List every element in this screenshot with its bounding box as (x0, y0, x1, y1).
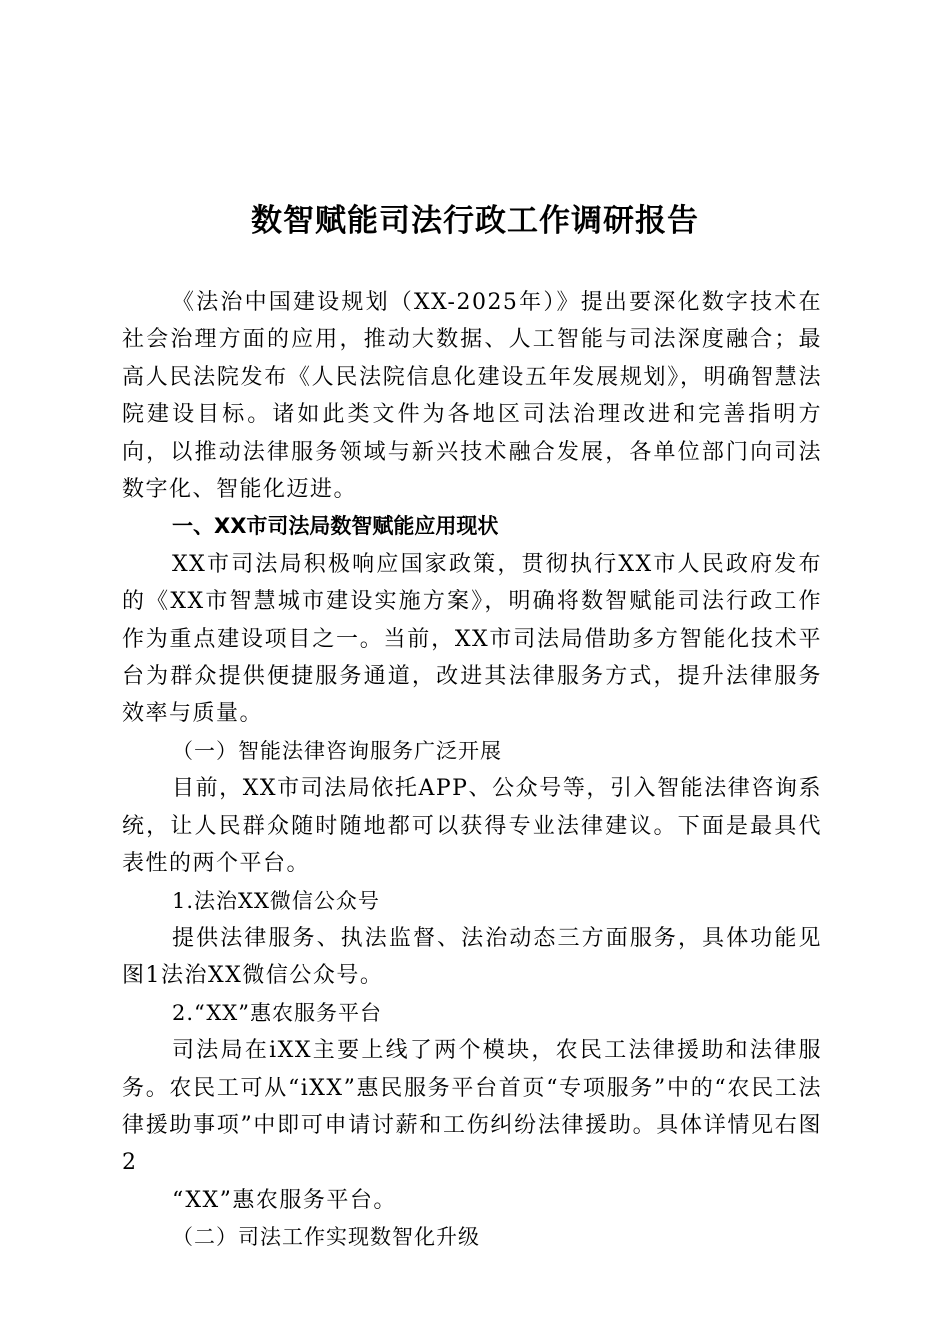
document-body (122, 284, 822, 1257)
subsection-1-paragraph: 目前，XX市司法局依托APP、公众号等，引入智能法律咨询系统，让人民群众随时随地都可以获得专业法律建议。下面是最具代表性的两个平台。 (122, 776, 822, 877)
subsection-heading-2: （二）司法工作实现数智化升级 (172, 1225, 480, 1250)
document-title: 数智赋能司法行政工作调研报告 (251, 203, 699, 239)
item-1-paragraph: 提供法律服务、执法监督、法治动态三方面服务，具体功能见图1法治XX微信公众号。 (122, 925, 822, 989)
item-heading-1: 1.法治XX微信公众号 (172, 888, 380, 913)
item-2-caption: “XX”惠农服务平台。 (172, 1187, 397, 1213)
item-heading-2: 2.“XX”惠农服务平台 (172, 1000, 382, 1025)
intro-paragraph: 《法治中国建设规划（XX-2025年）》提出要深化数字技术在社会治理方面的应用，推动大数据、人工智能与司法深度融合；最高人民法院发布《人民法院信息化建设五年发展规划》，明确智慧法院建设目标。诸如此类文件为各地区司法治理改进和完善指明方向，以推动法律服务领域与新兴技术融合发展，各单位部门向司法数字化、智能化迈进。 (122, 290, 822, 503)
section-1-paragraph: XX市司法局积极响应国家政策，贯彻执行XX市人民政府发布的《XX市智慧城市建设实施方案》，明确将数智赋能司法行政工作作为重点建设项目之一。当前，XX市司法局借助多方智能化技术平台为群众提供便捷服务通道，改进其法律服务方式，提升法律服务效率与质量。 (122, 551, 822, 727)
subsection-heading-1: （一）智能法律咨询服务广泛开展 (172, 738, 502, 763)
section-heading-1: 一、XX市司法局数智赋能应用现状 (172, 514, 499, 539)
item-2-paragraph: 司法局在iXX主要上线了两个模块，农民工法律援助和法律服务。农民工可从“iXX”惠民服务平台首页“专项服务”中的“农民工法律援助事项”中即可申请讨薪和工伤纠纷法律援助。具体详情见右图2 (122, 1038, 822, 1176)
